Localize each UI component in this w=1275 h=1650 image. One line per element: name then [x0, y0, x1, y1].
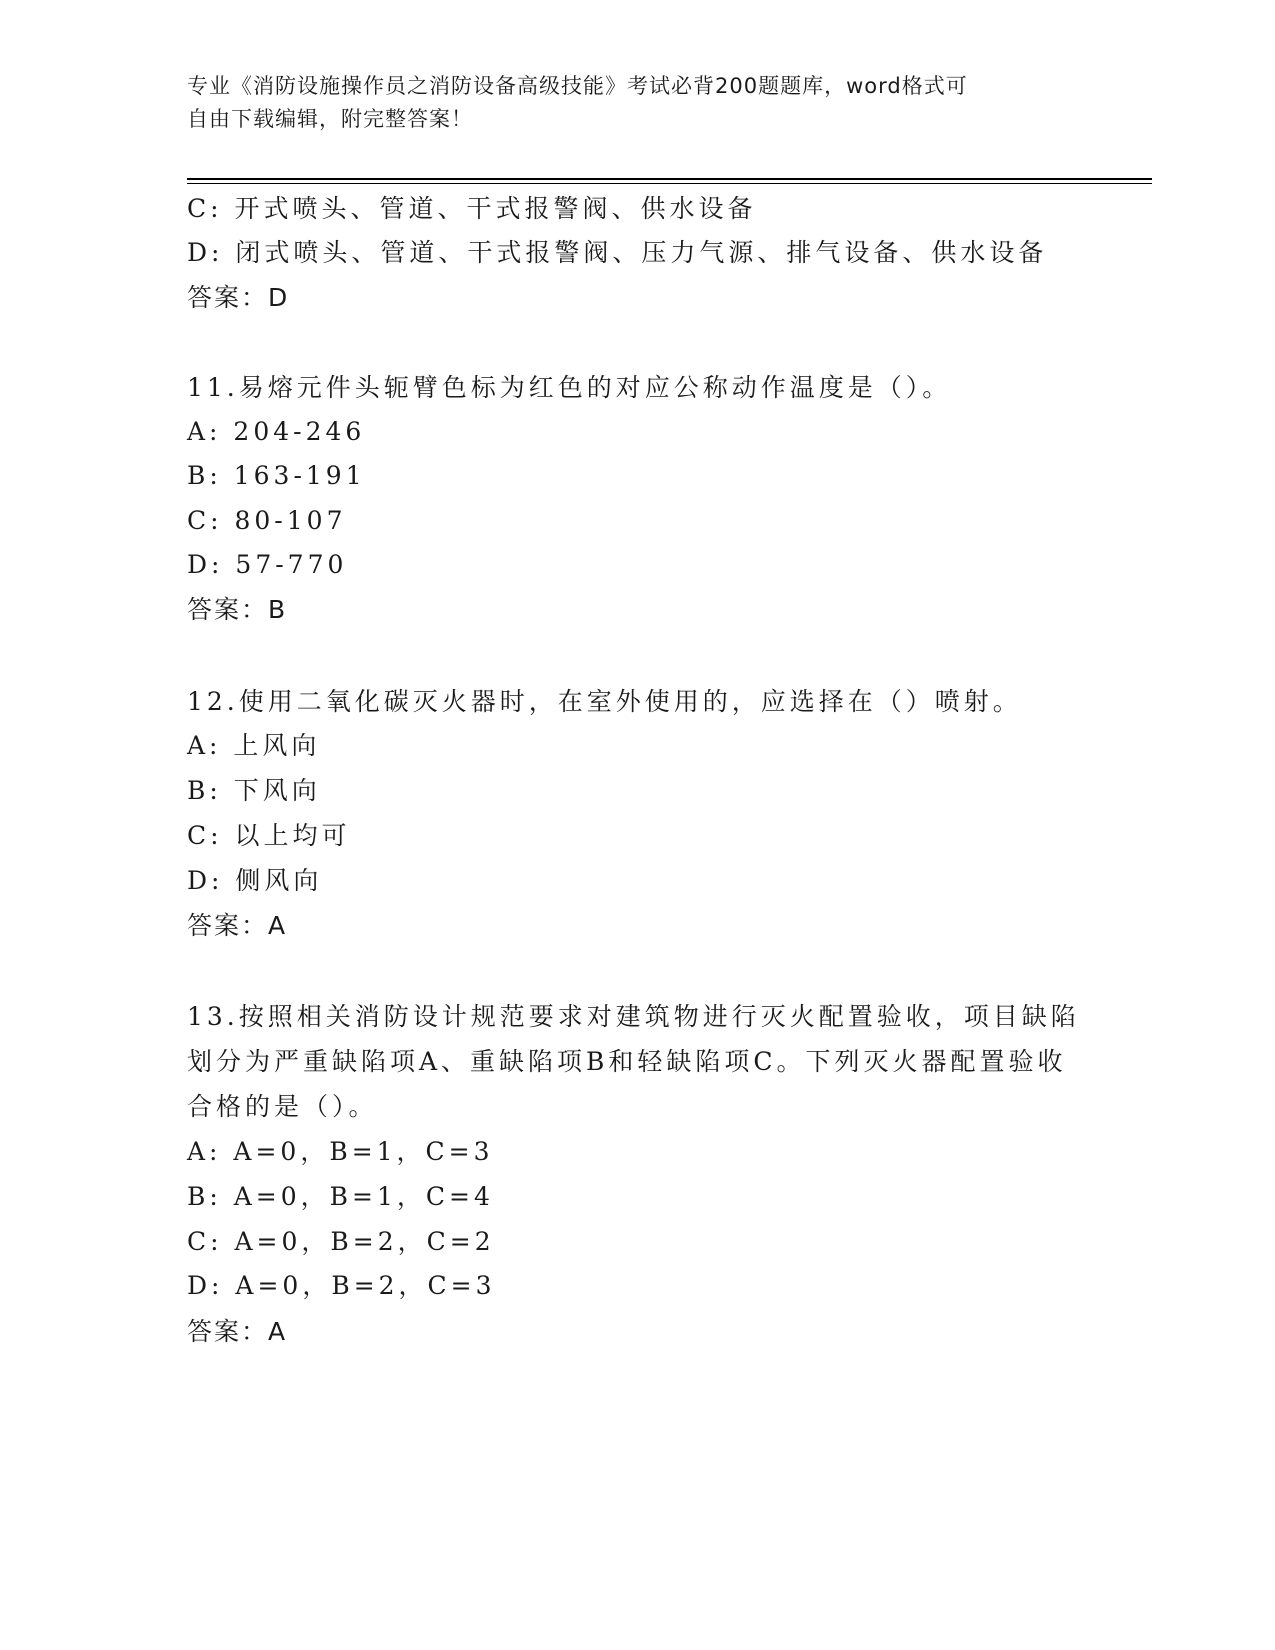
- q13-option-a: A: A=0，B=1，C=3: [187, 1137, 494, 1166]
- header-divider-thin: [187, 183, 1152, 184]
- q12-option-d: D: 侧风向: [187, 866, 323, 895]
- q13-answer: 答案：A: [187, 1317, 288, 1346]
- q13-question-line-2: 划分为严重缺陷项A、重缺陷项B和轻缺陷项C。下列灭火器配置验收: [187, 1047, 1067, 1076]
- q13-option-d: D: A=0，B=2，C=3: [187, 1271, 496, 1300]
- q13-question-line-1: 13.按照相关消防设计规范要求对建筑物进行灭火配置验收，项目缺陷: [187, 1002, 1080, 1031]
- q12-question: 12.使用二氧化碳灭火器时，在室外使用的，应选择在（）喷射。: [187, 687, 1022, 716]
- q12-option-b: B: 下风向: [187, 776, 321, 805]
- q11-option-d: D: 57-770: [187, 550, 348, 579]
- q13-question-line-3: 合格的是（）。: [187, 1092, 378, 1121]
- q12-answer: 答案：A: [187, 911, 288, 940]
- q13-option-b: B: A=0，B=1，C=4: [187, 1182, 494, 1211]
- q10-answer: 答案：D: [187, 283, 290, 312]
- q12-option-a: A: 上风向: [187, 731, 321, 760]
- q11-option-b: B: 163-191: [187, 461, 366, 490]
- q10-option-c: C: 开式喷头、管道、干式报警阀、供水设备: [187, 194, 757, 223]
- header-divider-thick: [187, 178, 1152, 180]
- header-line-2: 自由下载编辑，附完整答案！: [187, 107, 473, 131]
- q13-option-c: C: A=0，B=2，C=2: [187, 1227, 495, 1256]
- q11-option-a: A: 204-246: [187, 417, 366, 446]
- q11-answer: 答案：B: [187, 595, 288, 624]
- q11-option-c: C: 80-107: [187, 506, 347, 535]
- header-line-1: 专业《消防设施操作员之消防设备高级技能》考试必背200题题库，word格式可: [187, 74, 968, 98]
- q11-question: 11.易熔元件头轭臂色标为红色的对应公称动作温度是（）。: [187, 373, 952, 402]
- q10-option-d: D: 闭式喷头、管道、干式报警阀、压力气源、排气设备、供水设备: [187, 238, 1048, 267]
- q12-option-c: C: 以上均可: [187, 821, 351, 850]
- document-header: [187, 70, 1067, 136]
